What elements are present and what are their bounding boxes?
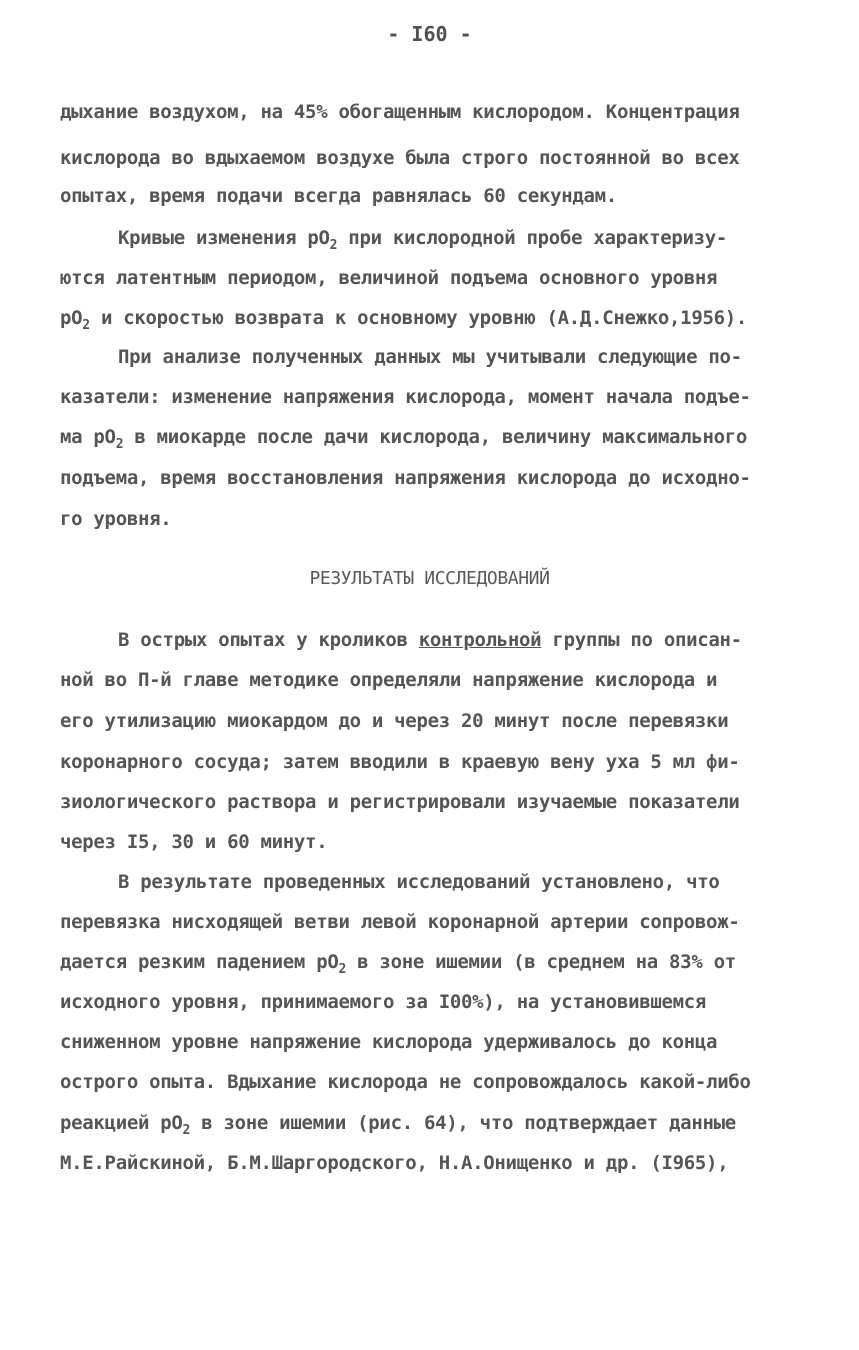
text-line: сниженном уровне напряжение кислорода удерживалось до конца: [60, 1031, 718, 1053]
text-line: ма $pO_2$ в миокарде после дачи кислорода, величину максимального: [60, 426, 748, 452]
text-line: реакцией $pO_2$ в зоне ишемии (рис. 64), что подтверждает данные: [60, 1112, 736, 1138]
text-line: $pO_2$ и скоростью возврата к основному уровню (А.Д.Снежко,1956).: [60, 307, 748, 333]
text-line: острого опыта. Вдыхание кислорода не сопровождалось какой-либо: [60, 1071, 751, 1093]
text-line: При анализе полученных данных мы учитывали следующие по-: [118, 346, 742, 368]
text-line: В острых опытах у кроликов контрольной группы по описан-: [118, 629, 742, 651]
text-line: перевязка нисходящей ветви левой коронарной артерии сопровож-: [60, 911, 740, 933]
text-line: зиологического раствора и регистрировали изучаемые показатели: [60, 791, 740, 813]
underlined-word: контрольной: [418, 629, 542, 651]
text-line: исходного уровня, принимаемого за I00%), на установившемся: [60, 991, 707, 1013]
section-heading: РЕЗУЛЬТАТЫ ИССЛЕДОВАНИЙ: [309, 568, 550, 589]
page-number: - I60 -: [387, 22, 472, 46]
text-line: Кривые изменения $pO_2$ при кислородной пробе характеризу-: [118, 227, 728, 253]
text-line: го уровня.: [60, 508, 172, 530]
text-line: ной во П-й главе методике определяли напряжение кислорода и: [60, 669, 718, 691]
text-line: ются латентным периодом, величиной подъема основного уровня: [60, 267, 718, 289]
text-line: дыхание воздухом, на 45% обогащенным кислородом. Концентрация: [60, 101, 740, 123]
text-line: В результате проведенных исследований установлено, что: [118, 871, 720, 893]
text-line: казатели: изменение напряжения кислорода, момент начала подъе-: [60, 386, 751, 408]
text-line: подъема, время восстановления напряжения кислорода до исходно-: [60, 467, 751, 489]
text-line: через I5, 30 и 60 минут.: [60, 831, 328, 853]
text-line: его утилизацию миокардом до и через 20 минут после перевязки: [60, 710, 729, 732]
text-line: М.Е.Райскиной, Б.М.Шаргородского, Н.А.Онищенко и др. (I965),: [60, 1152, 729, 1174]
text-line: коронарного сосуда; затем вводили в краевую вену уха 5 мл фи-: [60, 751, 740, 773]
text-line: дается резким падением $pO_2$ в зоне ишемии (в среднем на 83% от: [60, 951, 736, 977]
text-line: опытах, время подачи всегда равнялась 60 секундам.: [60, 185, 617, 207]
text-line: кислорода во вдыхаемом воздухе была строго постоянной во всех: [60, 147, 740, 169]
